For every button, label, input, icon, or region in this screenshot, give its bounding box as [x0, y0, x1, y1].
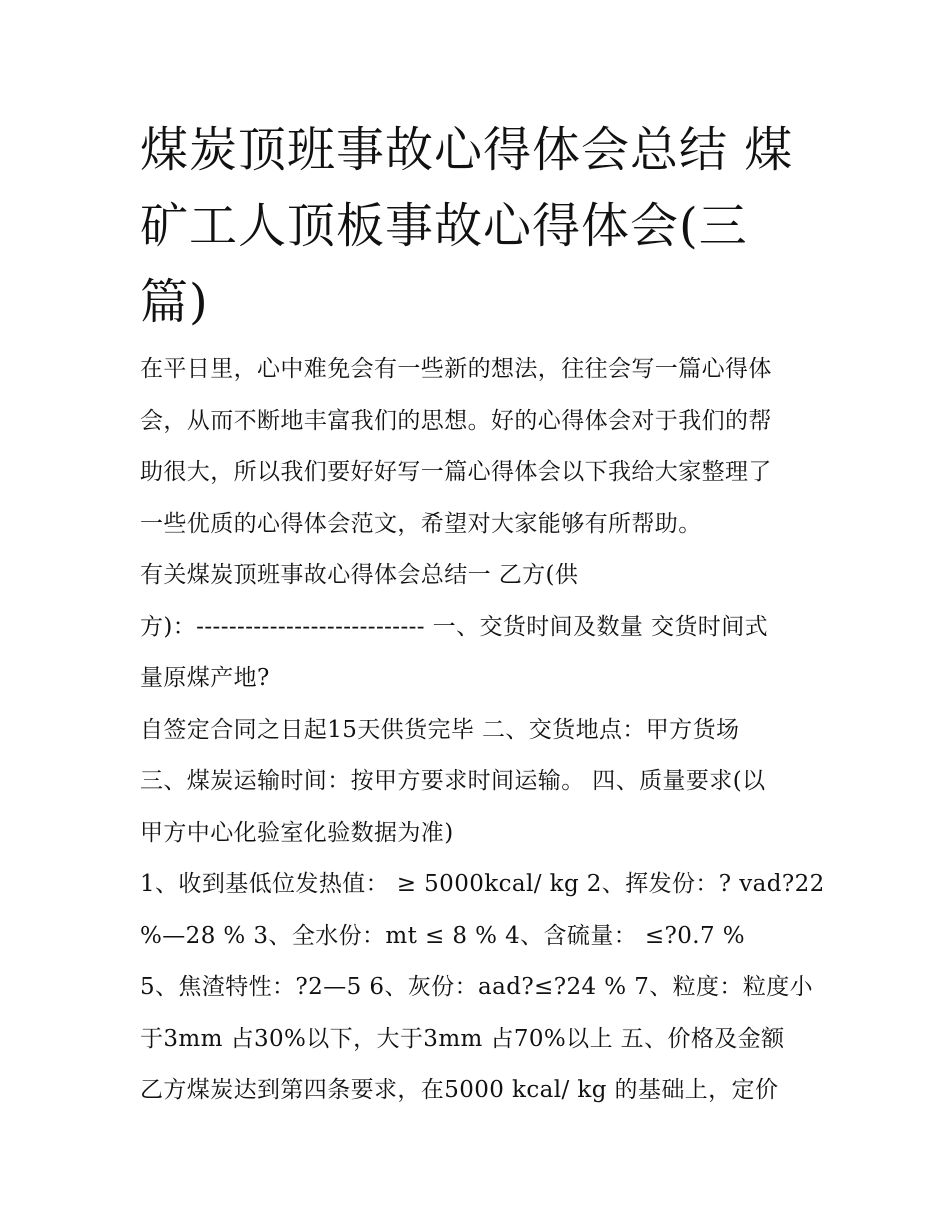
- body-line: 三、煤炭运输时间：按甲方要求时间运输。 四、质量要求(以: [140, 768, 766, 794]
- document-title: [140, 112, 820, 340]
- title-line: 矿工人顶板事故心得体会(三: [140, 198, 748, 254]
- body-line: 量原煤产地?: [140, 665, 270, 691]
- body-line: 助很大，所以我们要好好写一篇心得体会以下我给大家整理了: [140, 459, 772, 485]
- body-line: 于3mm 占30%以下，大于3mm 占70%以上 五、价格及金额: [140, 1025, 785, 1052]
- body-line: 方)：---------------------------- 一、交货时间及数量 交货时间式: [140, 613, 768, 640]
- body-line: 在平日里，心中难免会有一些新的想法，往往会写一篇心得体: [140, 356, 772, 382]
- body-line: 1、收到基低位发热值： ≥ 5000kcal/ kg 2、挥发份：? vad?22: [140, 871, 825, 897]
- document-body: [140, 344, 825, 1117]
- document-content: [140, 112, 825, 1117]
- title-line: 煤炭顶班事故心得体会总结 煤: [140, 122, 794, 178]
- body-line: 甲方中心化验室化验数据为准): [140, 819, 454, 846]
- body-line: 一些优质的心得体会范文，希望对大家能够有所帮助。: [140, 510, 702, 537]
- body-line: 5、焦渣特性：?2—5 6、灰份：aad?≤?24 % 7、粒度：粒度小: [140, 974, 814, 1000]
- body-line: %—28 % 3、全水份：mt ≤ 8 % 4、含硫量： ≤?0.7 %: [140, 922, 745, 949]
- body-line: 自签定合同之日起15天供货完毕 二、交货地点：甲方货场: [140, 716, 740, 743]
- body-line: 有关煤炭顶班事故心得体会总结一 乙方(供: [140, 562, 579, 588]
- body-line: 会，从而不断地丰富我们的思想。好的心得体会对于我们的帮: [140, 407, 772, 434]
- body-line: 乙方煤炭达到第四条要求，在5000 kcal/ kg 的基础上，定价: [140, 1077, 779, 1103]
- title-line: 篇): [140, 274, 209, 330]
